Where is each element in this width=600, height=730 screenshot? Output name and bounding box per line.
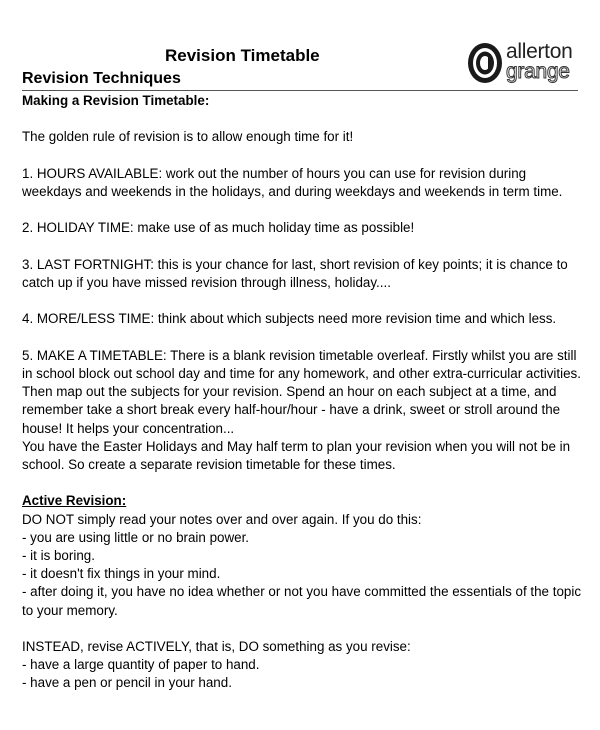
document-title: Revision Timetable: [165, 46, 320, 65]
header-divider: [22, 90, 578, 91]
last-fortnight-paragraph: 3. LAST FORTNIGHT: this is your chance for last, short revision of key points; it is chance to catch up if you have missed revision through illness, holiday....: [22, 256, 568, 290]
document-subtitle: Revision Techniques: [22, 70, 181, 87]
list-item: - have a large quantity of paper to hand.: [22, 657, 260, 673]
list-item: - it doesn't fix things in your mind.: [22, 566, 221, 582]
holiday-time-paragraph: 2. HOLIDAY TIME: make use of as much holiday time as possible!: [22, 220, 415, 236]
making-timetable-heading: Making a Revision Timetable:: [22, 93, 210, 108]
list-item: - after doing it, you have no idea whether or not you have committed the essentials of the topic to your memory.: [22, 584, 582, 618]
golden-rule-paragraph: The golden rule of revision is to allow enough time for it!: [22, 129, 354, 145]
easter-holidays-paragraph: You have the Easter Holidays and May half term to plan your revision when you will not be in school. So create a separate revision timetable for these times.: [22, 438, 571, 472]
instead-paragraph: INSTEAD, revise ACTIVELY, that is, DO something as you revise:: [22, 638, 411, 654]
list-item: - have a pen or pencil in your hand.: [22, 675, 232, 691]
allerton-grange-logo: [466, 40, 578, 86]
logo-mark-icon: [466, 40, 504, 86]
more-less-time-paragraph: 4. MORE/LESS TIME: think about which subjects need more revision time and which less.: [22, 311, 557, 327]
logo-word-allerton: allerton: [506, 40, 573, 63]
hours-available-paragraph: 1. HOURS AVAILABLE: work out the number of hours you can use for revision during weekdays and weekends in the holidays, and during weekdays and weekends in term time.: [22, 165, 563, 199]
active-revision-heading: Active Revision:: [22, 493, 127, 509]
do-not-paragraph: DO NOT simply read your notes over and over again. If you do this:: [22, 511, 422, 527]
logo-word-grange: grange: [506, 60, 570, 83]
document-body: [22, 92, 582, 693]
make-timetable-paragraph: 5. MAKE A TIMETABLE: There is a blank revision timetable overleaf. Firstly whilst you are still in school block out school day and time for any homework, and other extra-curricular activities. Then map out the subjects for your revision. Spend an hour on each subject at a time, and remember take a short break every half-hour/hour - have a drink, sweet or stroll around the house! It helps your concentration...: [22, 347, 581, 436]
list-item: - you are using little or no brain power.: [22, 529, 250, 545]
list-item: - it is boring.: [22, 547, 95, 563]
